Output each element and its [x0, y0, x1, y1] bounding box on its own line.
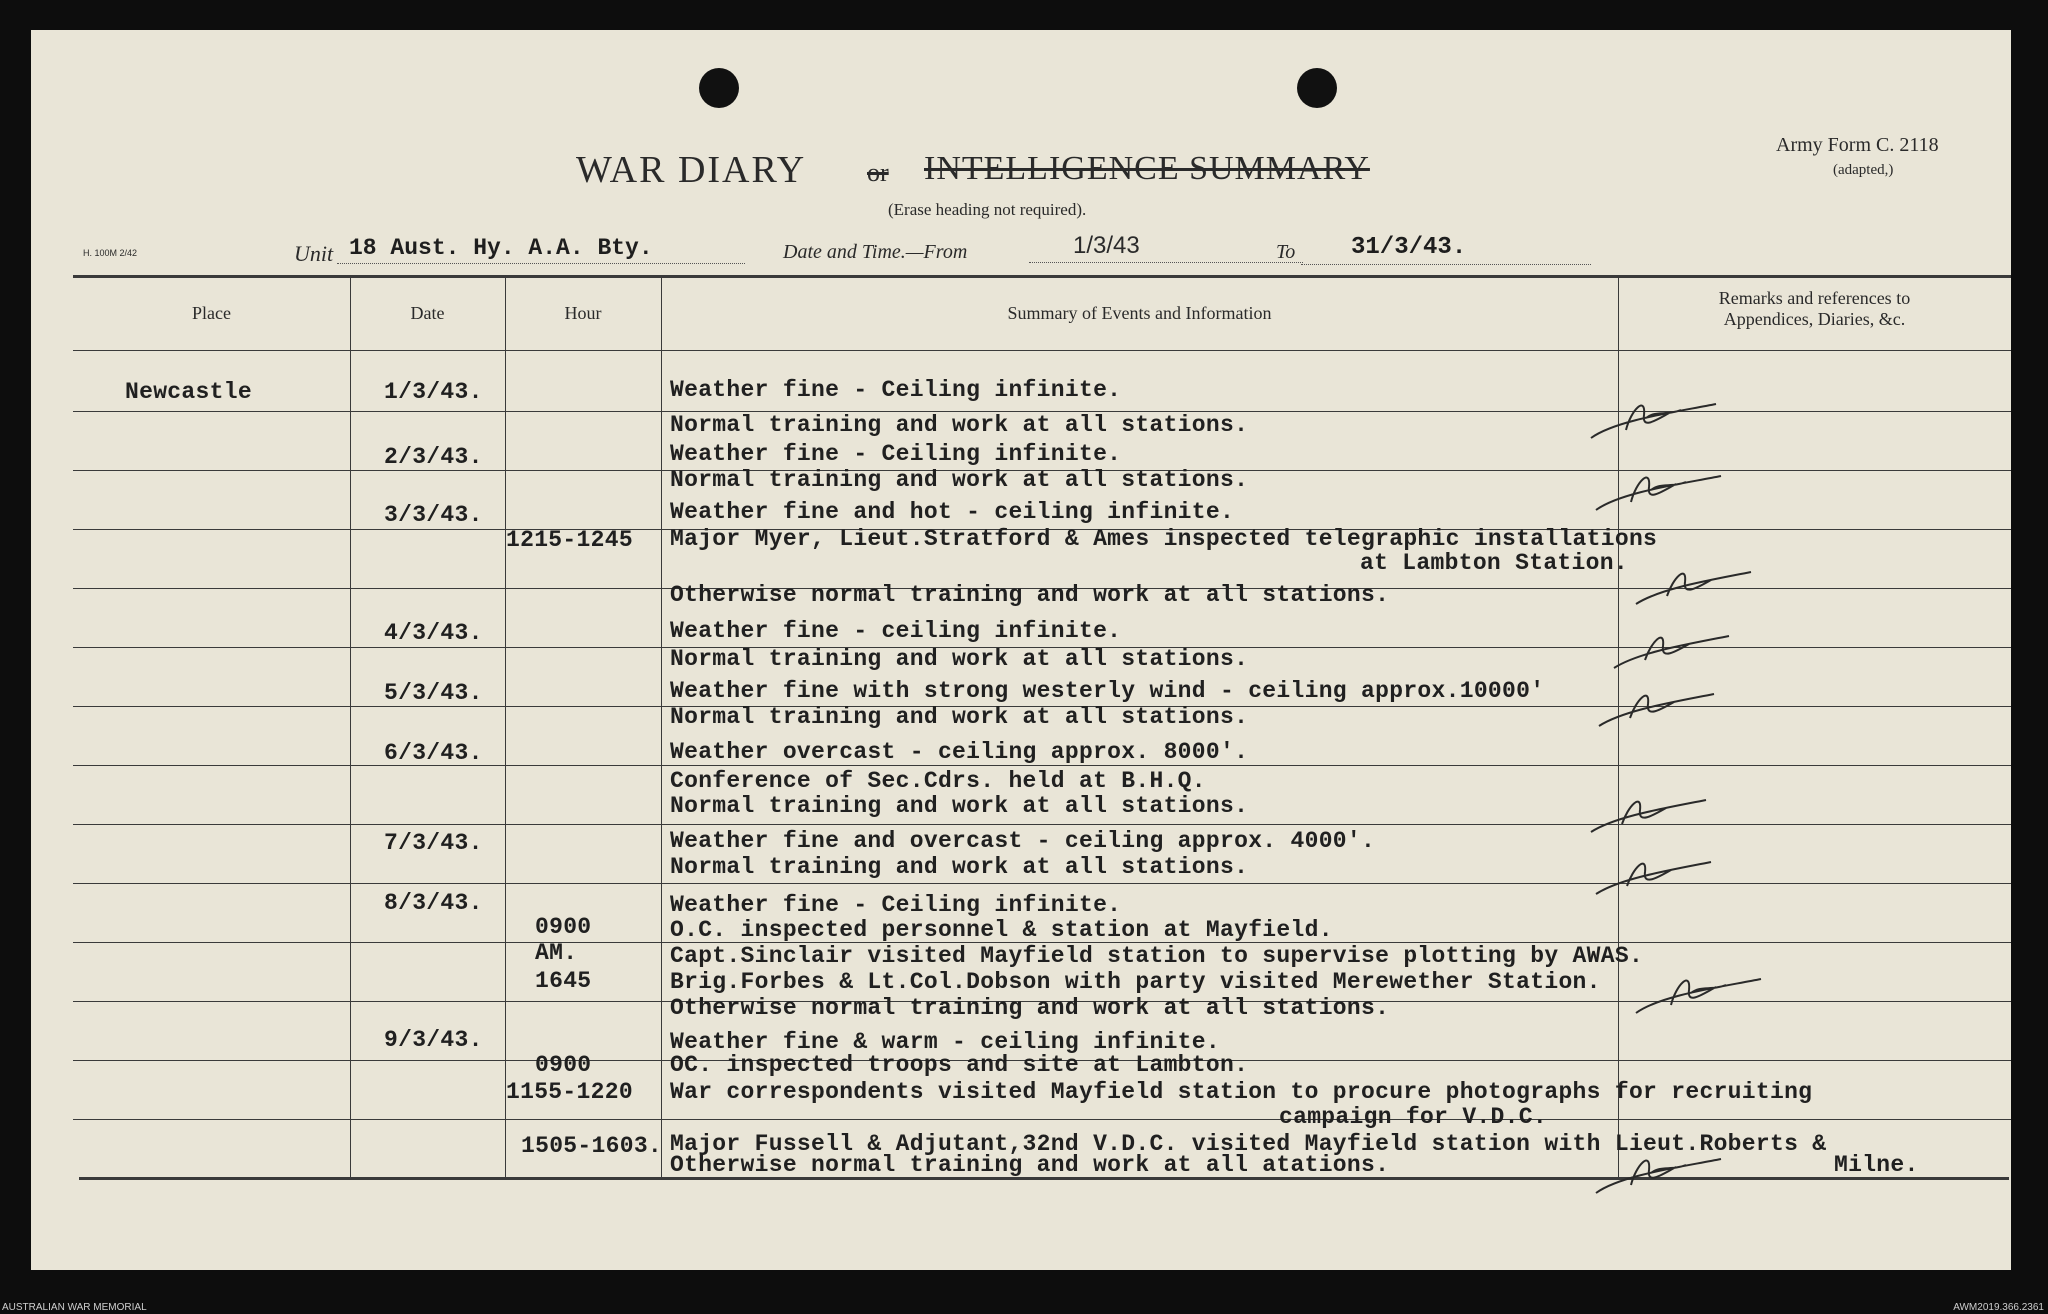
hour-cell: 0900: [535, 1052, 592, 1078]
archive-credit: AUSTRALIAN WAR MEMORIAL: [2, 1302, 147, 1313]
summary-line: War correspondents visited Mayfield station to procure photographs for recruiting: [670, 1079, 1813, 1105]
summary-line: Milne.: [1834, 1152, 1919, 1178]
initials-signature: [1586, 390, 1726, 450]
struck-title-prefix: or: [867, 158, 889, 187]
date-cell: 2/3/43.: [384, 444, 483, 470]
column-header-hour: Hour: [564, 303, 602, 323]
date-cell: 4/3/43.: [384, 620, 483, 646]
summary-line: at Lambton Station.: [1360, 550, 1628, 576]
summary-line: Weather fine and overcast - ceiling approx. 4000'.: [670, 828, 1376, 854]
print-code: H. 100M 2/42: [83, 248, 138, 258]
date-cell: 6/3/43.: [384, 740, 483, 766]
summary-line: Otherwise normal training and work at all atations.: [670, 1152, 1390, 1178]
page-title: WAR DIARY: [576, 149, 807, 191]
header-rule: [73, 350, 2011, 351]
summary-line: Normal training and work at all stations.: [670, 793, 1249, 819]
war-diary-page: [31, 30, 2011, 1270]
summary-line: Weather fine and hot - ceiling infinite.: [670, 499, 1235, 525]
summary-line: Weather fine - ceiling infinite.: [670, 618, 1122, 644]
army-form-adapted: (adapted,): [1833, 162, 1894, 178]
place-cell: Newcastle: [125, 379, 252, 405]
summary-line: O.C. inspected personnel & station at Mayfield.: [670, 917, 1333, 943]
date-to: 31/3/43.: [1301, 234, 1591, 265]
date-from: 1/3/43: [1029, 232, 1303, 263]
summary-line: Normal training and work at all stations.: [670, 646, 1249, 672]
row-rule: [73, 765, 2011, 766]
initials-signature: [1591, 462, 1731, 522]
hour-cell: 1155-1220: [506, 1079, 633, 1105]
date-time-label: Date and Time.—From: [783, 241, 968, 263]
summary-line: campaign for V.D.C.: [1279, 1104, 1547, 1130]
column-header-date: Date: [410, 303, 445, 323]
archive-reference: AWM2019.366.2361: [1953, 1302, 2044, 1313]
summary-line: OC. inspected troops and site at Lambton.: [670, 1052, 1249, 1078]
date-cell: 7/3/43.: [384, 830, 483, 856]
row-rule: [73, 1119, 2011, 1120]
summary-line: Capt.Sinclair visited Mayfield station to supervise plotting by AWAS.: [670, 943, 1644, 969]
date-cell: 3/3/43.: [384, 502, 483, 528]
struck-title: INTELLIGENCE SUMMARY: [924, 150, 1370, 187]
initials-signature: [1591, 1145, 1731, 1205]
date-cell: 8/3/43.: [384, 890, 483, 916]
summary-line: Conference of Sec.Cdrs. held at B.H.Q.: [670, 768, 1206, 794]
army-form-number: Army Form C. 2118: [1776, 134, 1939, 156]
to-label: To: [1276, 241, 1296, 263]
erase-note: (Erase heading not required).: [888, 200, 1087, 219]
hour-cell: 1215-1245: [506, 527, 633, 553]
unit-value: 18 Aust. Hy. A.A. Bty.: [337, 235, 745, 264]
summary-line: Weather overcast - ceiling approx. 8000'.: [670, 739, 1249, 765]
initials-signature: [1586, 788, 1716, 843]
summary-line: Otherwise normal training and work at all stations.: [670, 582, 1390, 608]
date-cell: 9/3/43.: [384, 1027, 483, 1053]
table-top-rule: [73, 275, 2011, 278]
hour-cell: 1505-1603.: [521, 1133, 663, 1159]
column-header-summary: Summary of Events and Information: [1007, 303, 1272, 323]
summary-line: Major Myer, Lieut.Stratford & Ames inspected telegraphic installations: [670, 526, 1658, 552]
column-header-remarks: Remarks and references to: [1718, 288, 1911, 308]
hour-cell: 0900: [535, 914, 592, 940]
initials-signature: [1591, 850, 1721, 905]
hour-cell: 1645: [535, 968, 592, 994]
summary-line: Normal training and work at all stations.: [670, 412, 1249, 438]
column-header-place: Place: [192, 303, 231, 323]
initials-signature: [1609, 624, 1739, 679]
summary-line: Brig.Forbes & Lt.Col.Dobson with party visited Merewether Station.: [670, 969, 1601, 995]
summary-line: Normal training and work at all stations.: [670, 854, 1249, 880]
summary-line: Otherwise normal training and work at all stations.: [670, 995, 1390, 1021]
initials-signature: [1631, 560, 1761, 615]
summary-line: Weather fine - Ceiling infinite.: [670, 377, 1122, 403]
summary-line: Weather fine - Ceiling infinite.: [670, 892, 1122, 918]
summary-line: Weather fine with strong westerly wind - ceiling approx.10000': [670, 678, 1545, 704]
summary-line: Normal training and work at all stations.: [670, 467, 1249, 493]
initials-signature: [1594, 682, 1724, 737]
summary-line: Major Fussell & Adjutant,32nd V.D.C. visited Mayfield station with Lieut.Roberts &: [670, 1131, 1827, 1157]
column-header-remarks: Appendices, Diaries, &c.: [1723, 309, 1906, 329]
initials-signature: [1631, 965, 1771, 1025]
punch-hole: [1297, 68, 1337, 108]
unit-label: Unit: [294, 241, 334, 266]
hour-cell: AM.: [535, 940, 578, 966]
date-cell: 5/3/43.: [384, 680, 483, 706]
summary-line: Weather fine & warm - ceiling infinite.: [670, 1029, 1220, 1055]
summary-line: Normal training and work at all stations.: [670, 704, 1249, 730]
row-rule: [73, 824, 2011, 825]
summary-line: Weather fine - Ceiling infinite.: [670, 441, 1122, 467]
punch-hole: [699, 68, 739, 108]
date-cell: 1/3/43.: [384, 379, 483, 405]
